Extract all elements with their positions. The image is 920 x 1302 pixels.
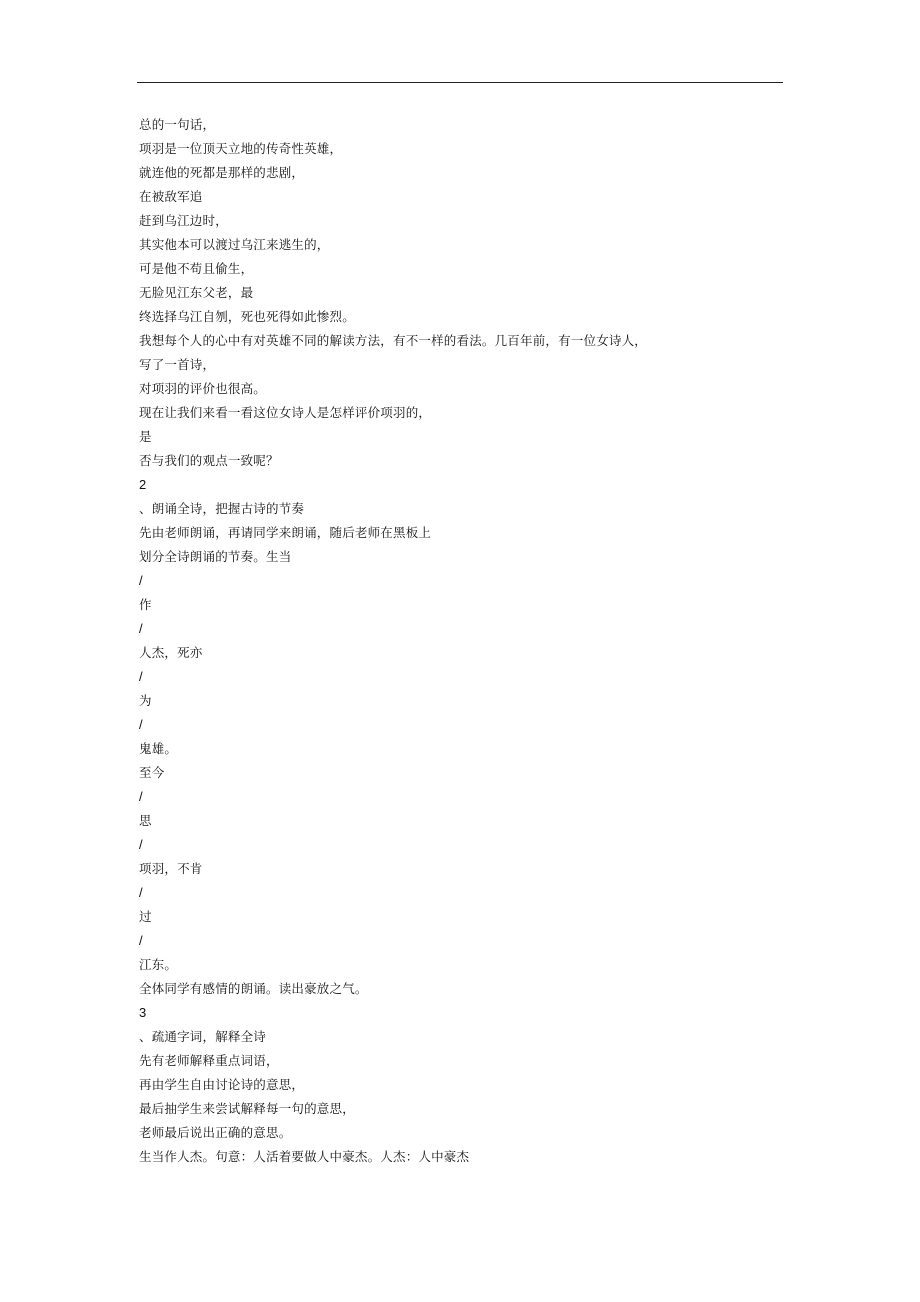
rhythm-slash: / [139,885,143,900]
section-number: 3 [139,1005,147,1020]
document-body [139,113,779,1169]
rhythm-slash: / [139,669,143,684]
text-line: 先由老师朗诵，再请同学来朗诵，随后老师在黑板上 [139,525,432,540]
text-line: 对项羽的评价也很高。 [139,381,267,396]
rhythm-slash: / [139,933,143,948]
text-line: 是 [139,429,152,444]
text-line: 人杰，死亦 [139,645,203,660]
text-line: 生当作人杰。句意：人活着要做人中豪杰。人杰：人中豪杰 [139,1149,470,1164]
text-line: 否与我们的观点一致呢？ [139,453,279,468]
text-line: 鬼雄。 [139,741,178,756]
text-line: 现在让我们来看一看这位女诗人是怎样评价项羽的， [139,405,432,420]
text-line: 总的一句话， [139,117,216,132]
text-line: 先有老师解释重点词语， [139,1053,279,1068]
text-line: 我想每个人的心中有对英雄不同的解读方法，有不一样的看法。几百年前，有一位女诗人， [139,333,648,348]
header-rule [137,82,783,83]
text-line: 最后抽学生来尝试解释每一句的意思， [139,1101,355,1116]
rhythm-slash: / [139,789,143,804]
text-line: 至今 [139,765,165,780]
text-line: 再由学生自由讨论诗的意思， [139,1077,305,1092]
text-line: 赶到乌江边时， [139,213,228,228]
text-line: 在被敌军追 [139,189,203,204]
text-line: 为 [139,693,152,708]
text-line: 就连他的死都是那样的悲剧， [139,165,305,180]
text-line: 项羽，不肯 [139,861,203,876]
text-line: 全体同学有感情的朗诵。读出豪放之气。 [139,981,368,996]
text-line: 其实他本可以渡过乌江来逃生的， [139,237,330,252]
rhythm-slash: / [139,621,143,636]
text-line: 终选择乌江自刎，死也死得如此惨烈。 [139,309,355,324]
text-line: 作 [139,597,152,612]
text-line: 江东。 [139,957,178,972]
text-line: 可是他不苟且偷生， [139,261,254,276]
text-line: 写了一首诗， [139,357,216,372]
text-line: 无脸见江东父老，最 [139,285,254,300]
section-heading: 、朗诵全诗，把握古诗的节奏 [139,501,305,516]
text-line: 思 [139,813,152,828]
rhythm-slash: / [139,717,143,732]
text-line: 划分全诗朗诵的节奏。生当 [139,549,292,564]
section-heading: 、疏通字词，解释全诗 [139,1029,267,1044]
rhythm-slash: / [139,837,143,852]
text-line: 项羽是一位顶天立地的传奇性英雄， [139,141,343,156]
section-number: 2 [139,477,147,492]
text-line: 过 [139,909,152,924]
text-line: 老师最后说出正确的意思。 [139,1125,292,1140]
rhythm-slash: / [139,573,143,588]
